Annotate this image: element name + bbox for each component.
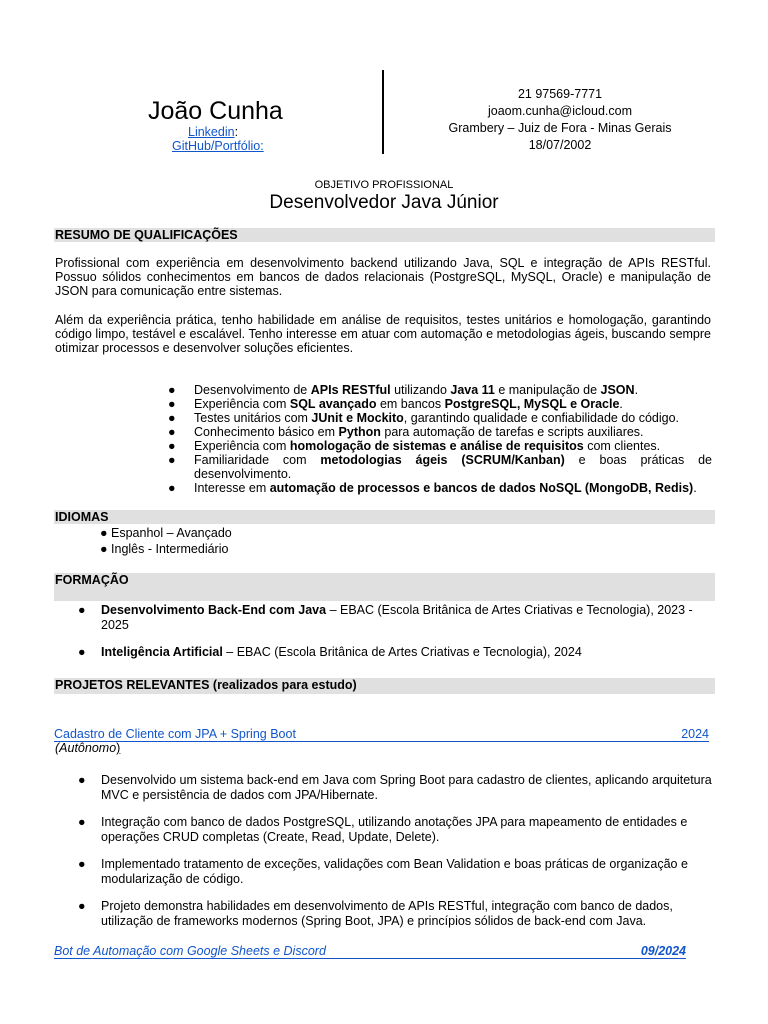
github-line [172, 139, 264, 154]
bullet-icon: ● [168, 397, 176, 411]
education-item: ● Inteligência Artificial – EBAC (Escola Britânica de Artes Criativas e Tecnologia), 2024 [78, 645, 582, 659]
linkedin-link[interactable]: Linkedin [188, 125, 235, 139]
project-1-bullet: ● Projeto demonstra habilidades em desenvolvimento de APIs RESTful, integração com banco de dados, utilização de frameworks modernos (Spring Boot, JPA) e princípios sólidos de back-end com Java. [78, 899, 673, 928]
bullet-icon: ● [78, 603, 86, 617]
objective-label: OBJETIVO PROFISSIONAL [314, 179, 454, 191]
objective-title: Desenvolvedor Java Júnior [269, 192, 499, 213]
project-1-bullet: ● Desenvolvido um sistema back-end em Java com Spring Boot para cadastro de clientes, aplicando arquitetura MVC e persistência de dados com JPA/Hibernate. [78, 773, 712, 802]
skill-item: ● Interesse em automação de processos e bancos de dados NoSQL (MongoDB, Redis). [168, 481, 697, 495]
section-summary-heading: RESUMO DE QUALIFICAÇÕES [54, 228, 715, 242]
language-item: ● Inglês - Intermediário [100, 542, 229, 556]
project-2-title-link[interactable]: Bot de Automação com Google Sheets e Discord [54, 944, 326, 958]
education-item: ● Desenvolvimento Back-End com Java – EBAC (Escola Britânica de Artes Criativas e Tecnologia), 2023 - 2025 [78, 603, 693, 632]
bullet-icon: ● [168, 453, 176, 467]
skill-item: ● Experiência com SQL avançado em bancos PostgreSQL, MySQL e Oracle. [168, 397, 623, 411]
candidate-name: João Cunha [148, 97, 283, 125]
skill-item: ● Desenvolvimento de APIs RESTful utilizando Java 11 e manipulação de JSON. [168, 383, 639, 397]
section-languages-heading: IDIOMAS [54, 510, 715, 524]
contact-location: Grambery – Juiz de Fora - Minas Gerais [448, 121, 672, 135]
summary-paragraph-2: Além da experiência prática, tenho habilidade em análise de requisitos, testes unitários e homologação, garantindo código limpo, testável e escalável. Tenho interesse em atuar com automação e metodologias ágeis, buscando sempre otimizar processos e desenvolver soluções eficientes. [55, 313, 711, 355]
linkedin-line [188, 125, 238, 140]
skill-item: ● Experiência com homologação de sistemas e análise de requisitos com clientes. [168, 439, 661, 453]
bullet-icon: ● [168, 439, 176, 453]
project-1-bullet: ● Integração com banco de dados PostgreSQL, utilizando anotações JPA para mapeamento de entidades e operações CRUD completas (Create, Read, Update, Delete). [78, 815, 688, 844]
project-1-bullet: ● Implementado tratamento de exceções, validações com Bean Validation e boas práticas de organização e modularização de código. [78, 857, 688, 886]
bullet-icon: ● [168, 411, 176, 425]
section-education-heading: FORMAÇÃO [54, 573, 715, 601]
project-2-header [54, 944, 686, 959]
bullet-icon: ● [78, 645, 86, 659]
language-item: ● Espanhol – Avançado [100, 526, 232, 540]
github-link[interactable]: GitHub/Portfólio: [172, 139, 264, 153]
section-projects-heading: PROJETOS RELEVANTES (realizados para estudo) [54, 678, 715, 694]
skill-item: ● Familiaridade com metodologias ágeis (SCRUM/Kanban) e boas práticas de desenvolvimento. [168, 453, 713, 481]
bullet-icon: ● [78, 857, 86, 871]
project-1-header [54, 727, 709, 742]
bullet-icon: ● [78, 899, 86, 913]
skills-list [168, 383, 712, 495]
contact-email: joaom.cunha@icloud.com [487, 104, 632, 118]
header-divider [382, 70, 384, 154]
project-2-year: 09/2024 [640, 944, 686, 958]
skill-item: ● Conhecimento básico em Python para automação de tarefas e scripts auxiliares. [168, 425, 644, 439]
bullet-icon: ● [168, 481, 176, 495]
skill-item: ● Testes unitários com JUnit e Mockito, garantindo qualidade e confiabilidade do código. [168, 411, 680, 425]
bullet-icon: ● [78, 773, 86, 787]
bullet-icon: ● [168, 425, 176, 439]
project-1-role: (Autônomo) [55, 741, 121, 755]
contact-birthdate: 18/07/2002 [528, 138, 592, 152]
bullet-icon: ● [78, 815, 86, 829]
project-1-year: 2024 [681, 727, 709, 741]
bullet-icon: ● [168, 383, 176, 397]
contact-phone: 21 97569-7771 [517, 87, 603, 101]
linkedin-colon: : [234, 125, 239, 139]
summary-paragraph-1: Profissional com experiência em desenvolvimento backend utilizando Java, SQL e integração de APIs RESTful. Possuo sólidos conhecimentos em bancos de dados relacionais (PostgreSQL, MySQL, Oracle) e manipulação de JSON para comunicação entre sistemas. [55, 256, 711, 298]
project-1-title-link[interactable]: Cadastro de Cliente com JPA + Spring Boot [54, 727, 296, 741]
